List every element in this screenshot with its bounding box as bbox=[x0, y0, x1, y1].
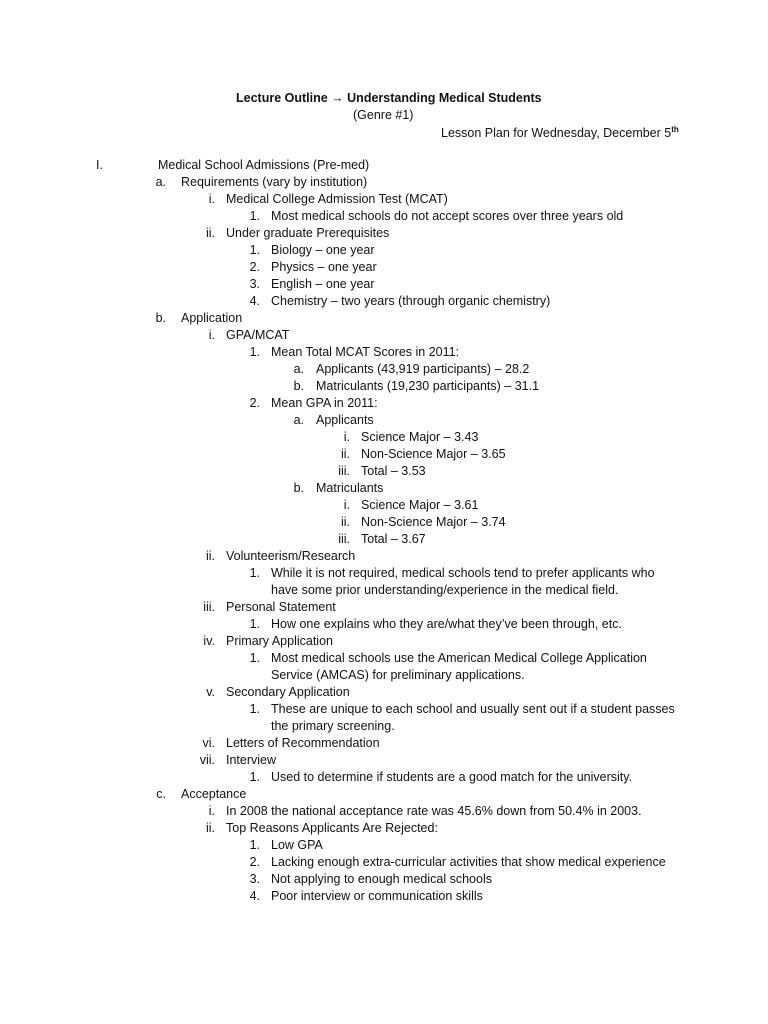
outline-number: a. bbox=[155, 175, 166, 189]
outline-item: These are unique to each school and usually sent out if a student passes bbox=[271, 702, 675, 716]
outline-number: iii. bbox=[338, 532, 350, 546]
outline-item: Application bbox=[181, 311, 243, 325]
outline-number: 1. bbox=[249, 617, 260, 631]
outline-item: Applicants bbox=[316, 413, 374, 427]
outline-item-continued: have some prior understanding/experience in the medical field. bbox=[271, 583, 619, 597]
outline-item: Chemistry – two years (through organic chemistry) bbox=[271, 294, 551, 308]
outline-item: English – one year bbox=[271, 277, 375, 291]
outline-number: a. bbox=[293, 413, 304, 427]
outline-item: Low GPA bbox=[271, 838, 323, 852]
outline-item: Primary Application bbox=[226, 634, 333, 648]
lesson-plan-line bbox=[441, 125, 679, 140]
outline-item: While it is not required, medical schools tend to prefer applicants who bbox=[271, 566, 655, 580]
outline-number: i. bbox=[208, 328, 215, 342]
outline-number: i. bbox=[208, 192, 215, 206]
outline-number: 1. bbox=[249, 345, 260, 359]
outline-number: vii. bbox=[199, 753, 215, 767]
outline-item: GPA/MCAT bbox=[226, 328, 290, 342]
outline-item: Personal Statement bbox=[226, 600, 336, 614]
outline-item: Biology – one year bbox=[271, 243, 375, 257]
outline-item: Mean Total MCAT Scores in 2011: bbox=[271, 345, 460, 359]
outline-number: iv. bbox=[203, 634, 215, 648]
outline-item: Non-Science Major – 3.65 bbox=[361, 447, 506, 461]
outline-item: Matriculants bbox=[316, 481, 384, 495]
outline-number: v. bbox=[206, 685, 215, 699]
outline-number: 3. bbox=[249, 277, 260, 291]
outline-item: Top Reasons Applicants Are Rejected: bbox=[226, 821, 438, 835]
outline-number: 3. bbox=[249, 872, 260, 886]
outline-number: 1. bbox=[249, 566, 260, 580]
document-subtitle: (Genre #1) bbox=[353, 108, 414, 122]
outline-item: Acceptance bbox=[181, 787, 247, 801]
outline-number: 1. bbox=[249, 651, 260, 665]
outline-number: i. bbox=[208, 804, 215, 818]
outline-item: In 2008 the national acceptance rate was 45.6% down from 50.4% in 2003. bbox=[226, 804, 642, 818]
outline-number: iii. bbox=[203, 600, 215, 614]
lesson-plan-superscript: th bbox=[671, 125, 679, 134]
outline-item: Science Major – 3.43 bbox=[361, 430, 479, 444]
outline-item: Applicants (43,919 participants) – 28.2 bbox=[316, 362, 530, 376]
outline-number: i. bbox=[343, 498, 350, 512]
outline-item: Interview bbox=[226, 753, 277, 767]
outline-item-continued: the primary screening. bbox=[271, 719, 395, 733]
outline-item: Most medical schools do not accept scores over three years old bbox=[271, 209, 624, 223]
outline-number: 1. bbox=[249, 243, 260, 257]
outline-number: 1. bbox=[249, 209, 260, 223]
outline-number: b. bbox=[155, 311, 166, 325]
outline-item: Volunteerism/Research bbox=[226, 549, 356, 563]
outline-item: Lacking enough extra-curricular activities that show medical experience bbox=[271, 855, 666, 869]
outline-number: vi. bbox=[202, 736, 215, 750]
outline-number: iii. bbox=[338, 464, 350, 478]
outline-item: Medical College Admission Test (MCAT) bbox=[226, 192, 448, 206]
outline-item: Not applying to enough medical schools bbox=[271, 872, 492, 886]
outline-item: Physics – one year bbox=[271, 260, 377, 274]
outline-item: Total – 3.53 bbox=[361, 464, 426, 478]
outline-item: Total – 3.67 bbox=[361, 532, 426, 546]
title-left: Lecture Outline bbox=[236, 91, 328, 105]
outline-item: Under graduate Prerequisites bbox=[226, 226, 390, 240]
outline-item: Used to determine if students are a good match for the university. bbox=[271, 770, 633, 784]
outline-number: 2. bbox=[249, 260, 260, 274]
document-title bbox=[236, 91, 542, 105]
outline-number: ii. bbox=[340, 515, 350, 529]
outline-number: ii. bbox=[205, 226, 215, 240]
outline-item: Poor interview or communication skills bbox=[271, 889, 483, 903]
outline-item: Non-Science Major – 3.74 bbox=[361, 515, 506, 529]
outline-number: 4. bbox=[249, 889, 260, 903]
outline-number: a. bbox=[293, 362, 304, 376]
outline-number: ii. bbox=[205, 821, 215, 835]
outline-item: Requirements (vary by institution) bbox=[181, 175, 368, 189]
outline-number: ii. bbox=[340, 447, 350, 461]
outline-number: i. bbox=[343, 430, 350, 444]
outline-number: 1. bbox=[249, 838, 260, 852]
outline-item: Letters of Recommendation bbox=[226, 736, 380, 750]
outline-item: Medical School Admissions (Pre-med) bbox=[158, 158, 370, 172]
outline-item: Most medical schools use the American Medical College Application bbox=[271, 651, 647, 665]
outline-number: 1. bbox=[249, 702, 260, 716]
outline-number: I. bbox=[96, 158, 103, 172]
outline-number: 4. bbox=[249, 294, 260, 308]
outline-number: ii. bbox=[205, 549, 215, 563]
outline-item: Mean GPA in 2011: bbox=[271, 396, 378, 410]
lesson-plan-text: Lesson Plan for Wednesday, December 5 bbox=[441, 126, 672, 141]
outline-item: How one explains who they are/what they’ve been through, etc. bbox=[271, 617, 622, 631]
outline-item: Matriculants (19,230 participants) – 31.1 bbox=[316, 379, 540, 393]
outline-number: 1. bbox=[249, 770, 260, 784]
outline-number: 2. bbox=[249, 855, 260, 869]
outline-item-continued: Service (AMCAS) for preliminary applications. bbox=[271, 668, 525, 682]
outline-item: Secondary Application bbox=[226, 685, 350, 699]
arrow-icon: → bbox=[331, 91, 344, 105]
outline-number: b. bbox=[293, 481, 304, 495]
title-right: Understanding Medical Students bbox=[347, 91, 542, 105]
outline-number: c. bbox=[156, 787, 166, 801]
outline-item: Science Major – 3.61 bbox=[361, 498, 479, 512]
outline-number: 2. bbox=[249, 396, 260, 410]
outline-number: b. bbox=[293, 379, 304, 393]
